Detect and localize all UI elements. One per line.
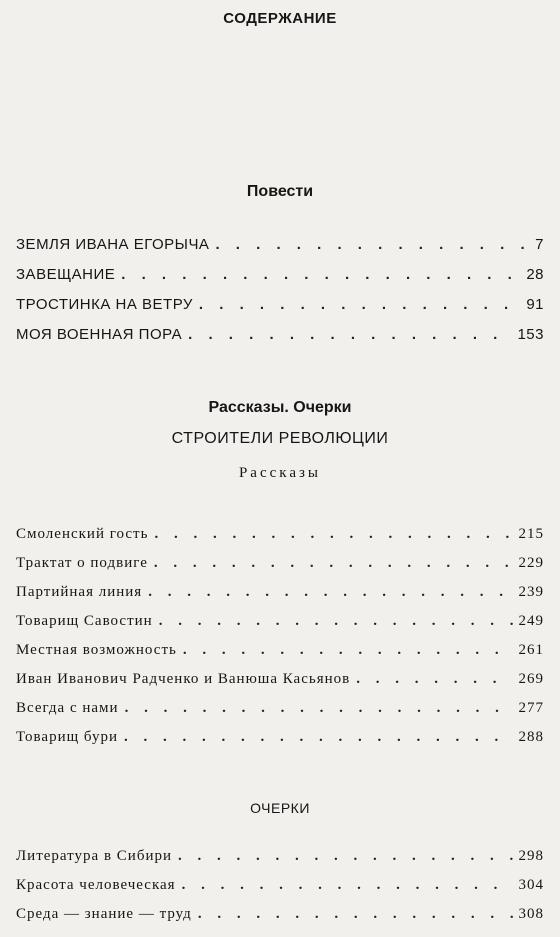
toc-entry[interactable]	[16, 877, 544, 906]
entry-title: Смоленский гость	[16, 526, 149, 542]
section-subheading: СТРОИТЕЛИ РЕВОЛЮЦИИ	[171, 430, 389, 447]
entry-page: 249	[518, 613, 544, 629]
entry-title: МОЯ ВОЕННАЯ ПОРА	[16, 326, 183, 343]
entry-page: 229	[518, 555, 544, 571]
dot-leader	[154, 526, 512, 543]
entry-page: 28	[526, 266, 544, 283]
dot-leader	[215, 236, 529, 253]
entry-title: Красота человеческая	[16, 877, 176, 893]
ocherki-list	[16, 848, 544, 935]
dot-leader	[124, 729, 513, 746]
povesti-list	[16, 236, 544, 356]
dot-leader	[148, 584, 512, 601]
dot-leader	[154, 555, 513, 572]
dot-leader	[183, 642, 513, 659]
entry-title: Среда — знание — труд	[16, 906, 192, 922]
toc-entry[interactable]	[16, 671, 544, 700]
entry-title: Местная возможность	[16, 642, 177, 658]
dot-leader	[159, 613, 513, 630]
toc-entry[interactable]	[16, 613, 544, 642]
dot-leader	[125, 700, 513, 717]
toc-entry[interactable]	[16, 848, 544, 877]
entry-title: Товарищ Савостин	[16, 613, 153, 629]
dot-leader	[198, 906, 513, 923]
entry-title: ТРОСТИНКА НА ВЕТРУ	[16, 296, 193, 313]
entry-page: 261	[518, 642, 544, 658]
section-heading-rasskazy-ocherki: Рассказы. Очерки	[208, 399, 352, 416]
toc-entry[interactable]	[16, 729, 544, 758]
rasskazy-list	[16, 526, 544, 758]
toc-entry[interactable]	[16, 326, 544, 356]
entry-title: ЗАВЕЩАНИЕ	[16, 266, 116, 283]
entry-page: 277	[518, 700, 544, 716]
dot-leader	[182, 877, 513, 894]
dot-leader	[356, 671, 512, 688]
entry-page: 215	[518, 526, 544, 542]
entry-page: 153	[517, 326, 544, 343]
entry-title: Трактат о подвиге	[16, 555, 148, 571]
dot-leader	[178, 848, 513, 865]
entry-page: 7	[535, 236, 544, 253]
entry-page: 288	[518, 729, 544, 745]
entry-page: 304	[518, 877, 544, 893]
toc-entry[interactable]	[16, 700, 544, 729]
toc-entry[interactable]	[16, 906, 544, 935]
entry-title: Иван Иванович Радченко и Ванюша Касьянов	[16, 671, 351, 687]
dot-leader	[199, 296, 520, 313]
entry-page: 239	[518, 584, 544, 600]
ocherki-heading: ОЧЕРКИ	[250, 800, 310, 816]
contents-title: СОДЕРЖАНИЕ	[223, 10, 337, 27]
dot-leader	[121, 266, 520, 283]
entry-title: ЗЕМЛЯ ИВАНА ЕГОРЫЧА	[16, 236, 210, 253]
entry-page: 91	[526, 296, 544, 313]
entry-title: Партийная линия	[16, 584, 143, 600]
entry-title: Литература в Сибири	[16, 848, 172, 864]
toc-entry[interactable]	[16, 236, 544, 266]
toc-entry[interactable]	[16, 642, 544, 671]
entry-title: Всегда с нами	[16, 700, 119, 716]
entry-title: Товарищ бури	[16, 729, 118, 745]
dot-leader	[188, 326, 511, 343]
entry-page: 298	[518, 848, 544, 864]
toc-entry[interactable]	[16, 526, 544, 555]
toc-entry[interactable]	[16, 555, 544, 584]
entry-page: 269	[518, 671, 544, 687]
rasskazy-heading: Рассказы	[238, 465, 322, 481]
toc-entry[interactable]	[16, 296, 544, 326]
toc-entry[interactable]	[16, 584, 544, 613]
toc-entry[interactable]	[16, 266, 544, 296]
entry-page: 308	[518, 906, 544, 922]
section-heading-povesti: Повести	[246, 183, 314, 200]
